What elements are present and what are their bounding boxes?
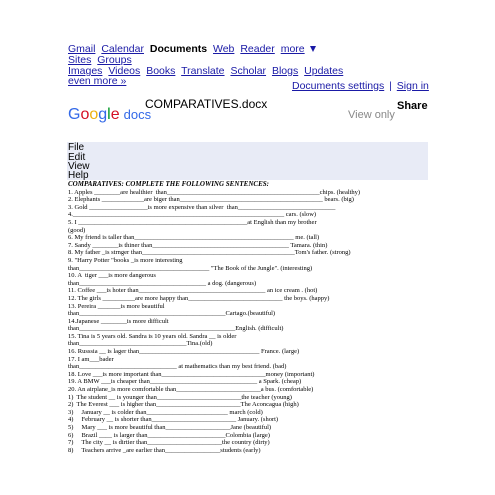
document-line: 2) The Everest ___ is higher than__________________________The Aconcagua (high) (68, 401, 299, 409)
sign-in-link[interactable]: Sign in (396, 80, 429, 92)
google-docs-logo[interactable] (68, 106, 151, 124)
document-line: than_____________________________________________Cartago.(beautiful) (68, 310, 276, 318)
menu-help[interactable]: Help (68, 170, 89, 181)
nav-updates-link[interactable]: Updates (304, 65, 344, 77)
menu-file[interactable]: File (68, 142, 85, 153)
nav-groups-link[interactable]: Groups (97, 54, 132, 66)
top-nav-row-4 (68, 76, 129, 87)
nav-even-more-link[interactable]: even more » (68, 75, 127, 87)
document-heading: COMPARATIVES: COMPLETE THE FOLLOWING SENTENCES: (68, 181, 269, 188)
nav-calendar-link[interactable]: Calendar (101, 43, 144, 55)
document-line: 6) Brazil ____ is larger than________________________Colombia (large) (68, 431, 270, 439)
document-line: 4._________________________________________________________________ cars. (slow) (68, 211, 317, 219)
document-title: COMPARATIVES.docx (145, 97, 268, 111)
document-line: 5. I ____________________________________________________at English than my brother (68, 218, 317, 226)
document-line: 14.Japanese ________is more difficult (68, 317, 169, 325)
nav-gmail-link[interactable]: Gmail (68, 43, 96, 55)
document-line: 11. Coffee ___is hoter than_______________________________________ an ice cream . (hot) (68, 287, 318, 295)
nav-documents-current: Documents (149, 43, 208, 55)
nav-blogs-link[interactable]: Blogs (271, 65, 299, 77)
dropdown-triangle-icon[interactable] (310, 46, 316, 52)
documents-settings-link[interactable]: Documents settings (292, 80, 385, 92)
nav-videos-link[interactable]: Videos (108, 65, 141, 77)
document-line: 3) January __ is colder than_________________________ march (cold) (68, 408, 263, 416)
document-line: than________________________________________________English. (difficult) (68, 325, 284, 333)
document-line: 1. Apples ________are healthier than_______________________________________________chips. (healthy) (68, 188, 361, 196)
account-links (292, 80, 429, 92)
document-line: 20. An airplane_is more comfortable than__________________________a bus. (comfortable) (68, 386, 314, 394)
document-line: than_______________________________________ a dog. (dangerous) (68, 279, 257, 287)
separator: | (389, 80, 392, 92)
menu-view[interactable]: View (68, 161, 90, 172)
document-line: 16. Russsia __ is lager than_____________________________________ France. (large) (68, 348, 300, 356)
document-line: than________________________________________ "The Book of the Jungle". (interesting) (68, 264, 313, 272)
document-line: (good) (68, 226, 86, 234)
document-line: 7) The city __ is dirtier than_______________________the country (dirty) (68, 439, 270, 447)
nav-images-link[interactable]: Images (68, 65, 103, 77)
document-line: 8) Teachers arrive _are earlier than_________________students (early) (68, 446, 261, 454)
nav-translate-link[interactable]: Translate (181, 65, 225, 77)
document-body (68, 181, 430, 454)
document-line: 17. I am___bader (68, 355, 114, 363)
document-line: 8. My father _is strnger than_______________________________________________Tom's father. (strong) (68, 249, 351, 257)
document-line: 2. Elephants _____________are biger than____________________________________________ bears. (big) (68, 196, 354, 204)
logo-google-text: Google (68, 106, 120, 123)
logo-docs-text: docs (123, 107, 152, 122)
document-line: than______________________________ at mathematics than my best friend. (bad) (68, 363, 287, 371)
nav-more-link[interactable]: more (280, 43, 305, 55)
share-label[interactable]: Share (397, 100, 428, 112)
document-line: 7. Sandy ________is thiner than__________________________________________ Tamara. (thin) (68, 241, 328, 249)
document-lines (68, 189, 430, 455)
document-line: 10. A tiger ___is more dangerous (68, 272, 156, 280)
document-line: than_________________________________Tina.(old) (68, 340, 213, 348)
document-line: 9. "Harry Potter "books _is more interesting (68, 256, 183, 264)
document-line: 15. Tina is 5 years old. Sandra is 10 years old. Sandra __ is older (68, 332, 237, 340)
document-line: 19. A BMW ___is cheaper than_________________________________ a Spark. (cheap) (68, 378, 302, 386)
nav-scholar-link[interactable]: Scholar (230, 65, 267, 77)
document-line: 4) February __ is shorter than__________________________ January. (short) (68, 416, 279, 424)
document-line: 1) The student __ is younger than__________________________the teacher (young) (68, 393, 292, 401)
menu-bar (67, 142, 428, 180)
nav-web-link[interactable]: Web (213, 43, 235, 55)
document-line: 3. Gold __________________is more expensive than silver than______________________________ (68, 203, 336, 211)
nav-sites-link[interactable]: Sites (68, 54, 92, 66)
menu-edit[interactable]: Edit (68, 152, 86, 163)
document-line: 13. Pereira _______is more beautiful (68, 302, 165, 310)
nav-reader-link[interactable]: Reader (240, 43, 275, 55)
document-line: 12. The girls __________are more happy than_____________________________ the boys. (happy) (68, 294, 330, 302)
document-line: 18. Love ___is more important than________________________________money (important) (68, 370, 315, 378)
document-line: 5) Mary ___ is more beautiful than____________________Jane (beautiful) (68, 424, 272, 431)
view-only-label: View only (348, 109, 395, 121)
nav-books-link[interactable]: Books (146, 65, 176, 77)
document-line: 6. My friend is taller than_________________________________________________ me. (tall) (68, 234, 320, 242)
